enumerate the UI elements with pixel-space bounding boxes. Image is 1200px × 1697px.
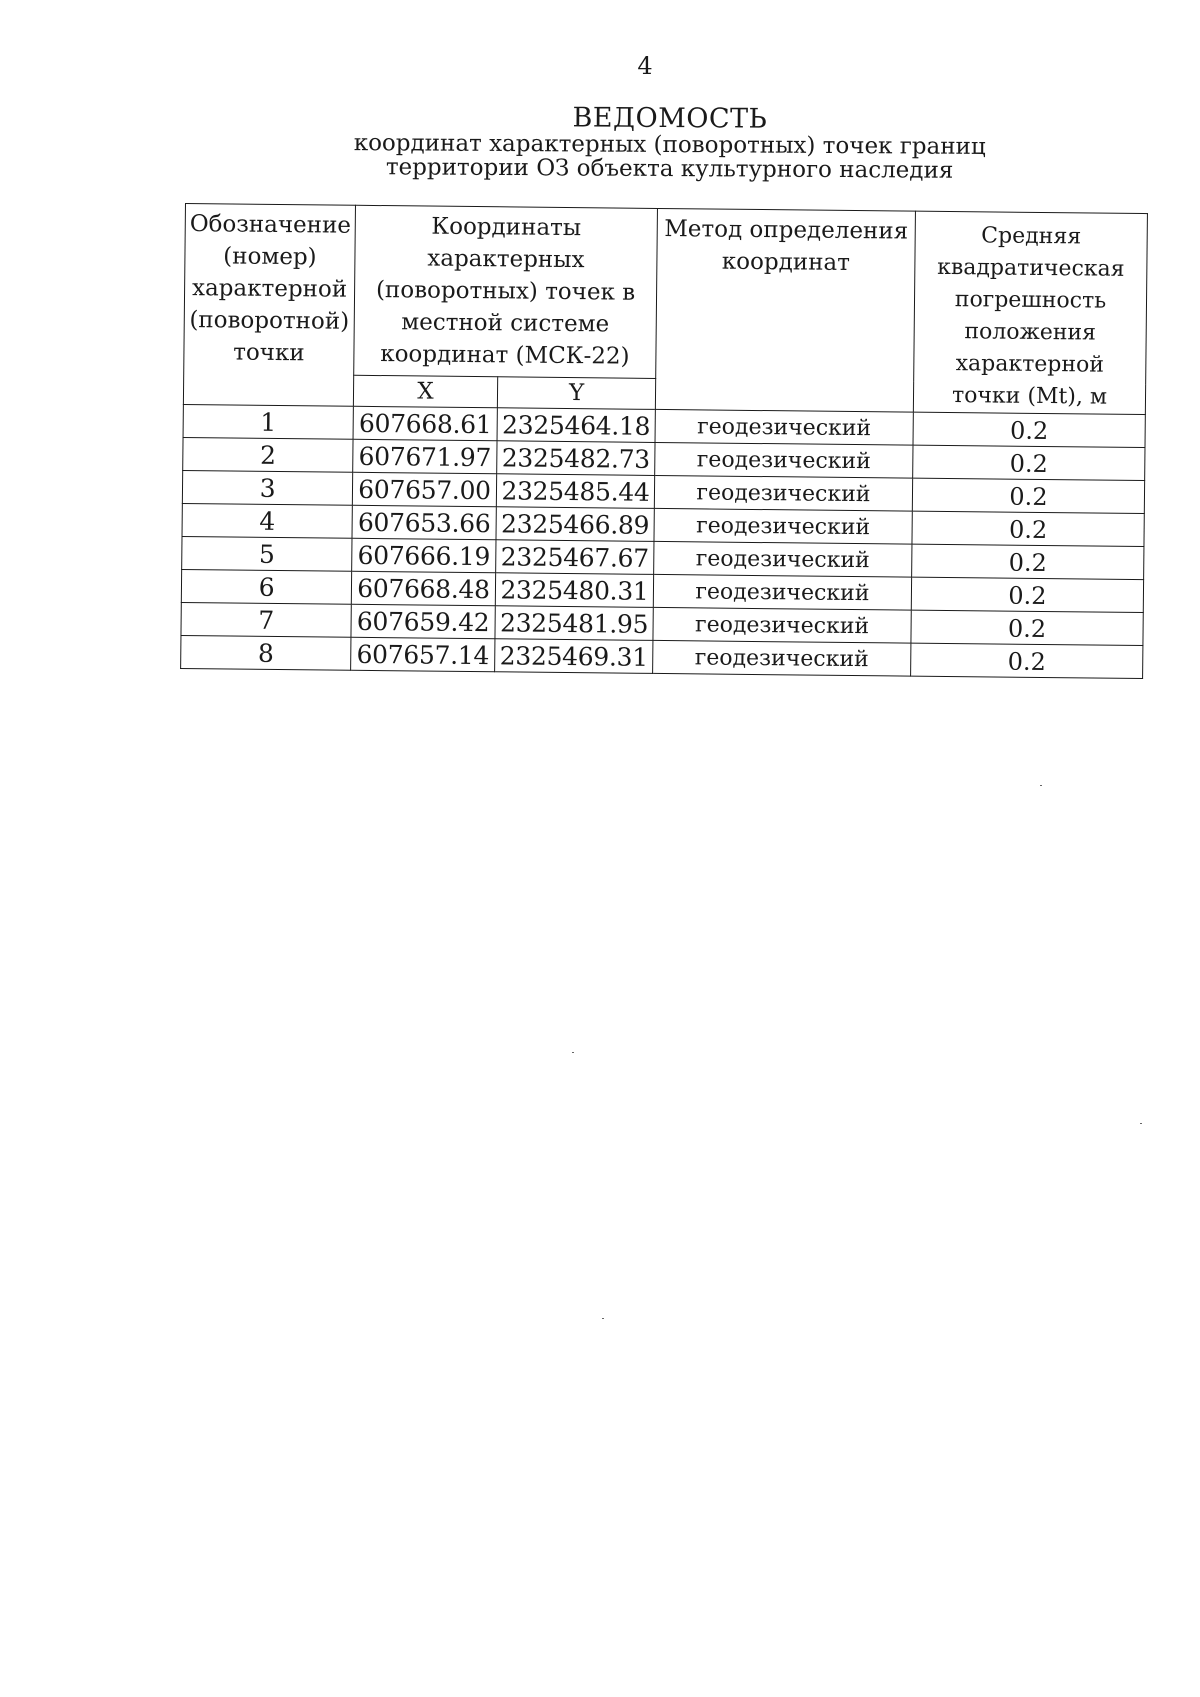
- cell-y: 2325485.44: [496, 474, 654, 509]
- cell-error: 0.2: [912, 544, 1144, 579]
- document-subtitle-line-1: координат характерных (поворотных) точек границ: [353, 130, 986, 161]
- cell-error: 0.2: [913, 412, 1145, 447]
- cell-method: геодезический: [655, 442, 913, 478]
- cell-x: 607657.14: [351, 637, 495, 672]
- header-y: Y: [497, 377, 655, 410]
- cell-method: геодезический: [655, 409, 913, 445]
- cell-method: геодезический: [653, 640, 911, 676]
- scan-speck: [602, 1318, 604, 1319]
- header-point-id: Обозначение (номер) характерной (поворотной) точки: [183, 204, 355, 407]
- cell-point-id: 8: [181, 635, 351, 670]
- cell-y: 2325469.31: [495, 639, 653, 674]
- cell-error: 0.2: [913, 445, 1145, 480]
- header-method: Метод определения координат: [655, 208, 915, 412]
- cell-point-id: 5: [182, 536, 352, 571]
- cell-x: 607668.48: [351, 571, 495, 606]
- cell-y: 2325464.18: [497, 408, 655, 443]
- header-error: Средняя квадратическая погрешность положения характерной точки (Mt), м: [913, 211, 1147, 414]
- cell-x: 607668.61: [353, 406, 497, 441]
- cell-point-id: 6: [181, 569, 351, 604]
- cell-error: 0.2: [911, 643, 1143, 678]
- scan-speck: [572, 1052, 574, 1053]
- cell-y: 2325467.67: [496, 540, 654, 575]
- cell-point-id: 3: [182, 470, 352, 505]
- cell-point-id: 7: [181, 602, 351, 637]
- cell-method: геодезический: [653, 574, 911, 610]
- cell-x: 607653.66: [352, 505, 496, 540]
- cell-point-id: 1: [183, 404, 353, 439]
- cell-x: 607671.97: [353, 439, 497, 474]
- cell-error: 0.2: [911, 577, 1143, 612]
- cell-error: 0.2: [912, 511, 1144, 546]
- table-body: [181, 404, 1146, 678]
- cell-error: 0.2: [912, 478, 1144, 513]
- document-subtitle-line-2: территории ОЗ объекта культурного наследия: [385, 154, 954, 185]
- cell-method: геодезический: [654, 541, 912, 577]
- cell-y: 2325482.73: [497, 441, 655, 476]
- scan-speck: [1040, 785, 1042, 786]
- cell-method: геодезический: [653, 607, 911, 643]
- cell-point-id: 2: [183, 437, 353, 472]
- header-coordinates: Координаты характерных (поворотных) точек в местной системе координат (МСК-22): [354, 205, 658, 378]
- document-heading: [340, 103, 1000, 184]
- header-x: X: [353, 375, 497, 408]
- page-number: 4: [637, 52, 653, 80]
- cell-y: 2325481.95: [495, 606, 653, 641]
- scan-speck: [1140, 1123, 1142, 1124]
- cell-y: 2325480.31: [495, 573, 653, 608]
- cell-method: геодезический: [654, 508, 912, 544]
- cell-x: 607666.19: [352, 538, 496, 573]
- cell-x: 607657.00: [352, 472, 496, 507]
- table-header-row: [184, 204, 1148, 384]
- coordinates-table: [180, 203, 1148, 679]
- document-title: ВЕДОМОСТЬ: [572, 102, 768, 135]
- table-header: [183, 204, 1147, 415]
- cell-y: 2325466.89: [496, 507, 654, 542]
- cell-x: 607659.42: [351, 604, 495, 639]
- cell-method: геодезический: [654, 475, 912, 511]
- cell-point-id: 4: [182, 503, 352, 538]
- cell-error: 0.2: [911, 610, 1143, 645]
